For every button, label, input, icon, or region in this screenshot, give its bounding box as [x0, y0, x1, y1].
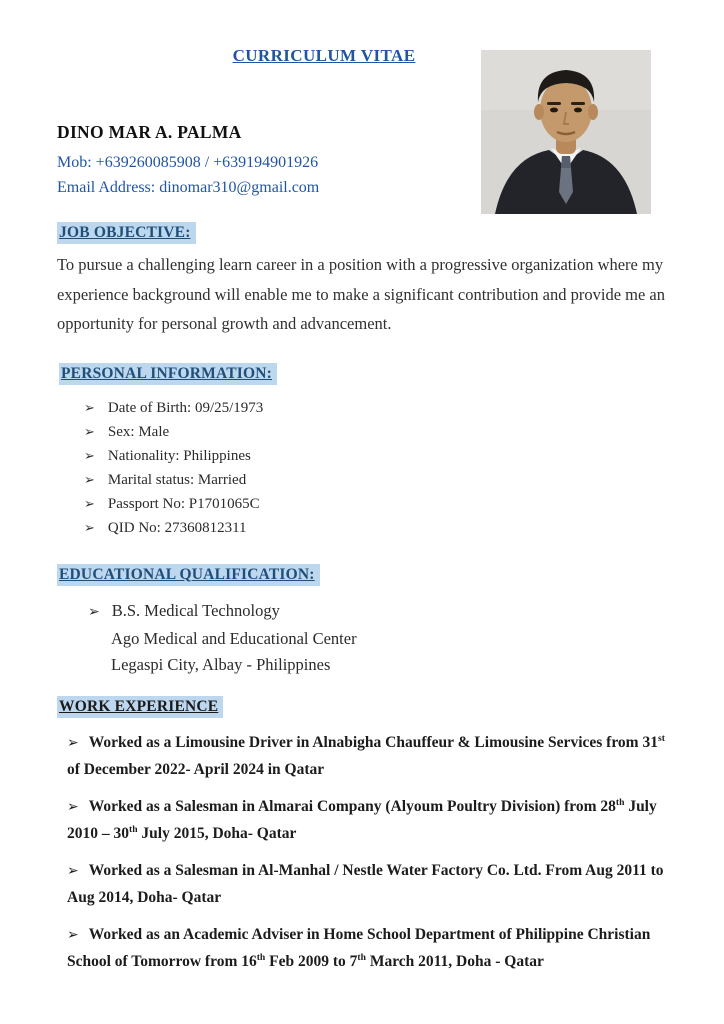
- arrow-bullet-icon: ➢: [67, 735, 79, 751]
- personal-info-item: [84, 396, 668, 420]
- candidate-name: DINO MAR A. PALMA: [57, 122, 242, 142]
- section-educational-qualification: [57, 564, 668, 678]
- educational-qualification-heading: EDUCATIONAL QUALIFICATION:: [57, 564, 320, 586]
- arrow-bullet-icon: ➢: [88, 604, 100, 620]
- arrow-bullet-icon: ➢: [67, 799, 79, 815]
- arrow-bullet-icon: ➢: [84, 447, 95, 463]
- page-title: CURRICULUM VITAE: [232, 46, 416, 65]
- email-address: Email Address: dinomar310@gmail.com: [57, 179, 320, 196]
- education-location: Legaspi City, Albay - Philippines: [111, 654, 331, 674]
- personal-info-item: [84, 516, 668, 540]
- portrait-photo-image: [481, 50, 651, 214]
- portrait-photo: [481, 50, 651, 214]
- arrow-bullet-icon: ➢: [67, 927, 79, 943]
- education-degree-row: [88, 598, 668, 626]
- section-job-objective: [57, 222, 668, 339]
- section-personal-information: [59, 363, 668, 540]
- education-degree: B.S. Medical Technology: [111, 600, 280, 620]
- work-experience-item: [67, 794, 679, 848]
- work-experience-text: Worked as a Salesman in Al-Manhal / Nestle Water Factory Co. Ltd. From Aug 2011 to Aug 2014, Doha- Qatar: [67, 861, 664, 906]
- work-experience-text: Worked as a Limousine Driver in Alnabigha Chauffeur & Limousine Services from 31st of December 2022- April 2024 in Qatar: [67, 732, 665, 778]
- personal-info-value: QID No: 27360812311: [107, 519, 247, 536]
- personal-info-value: Date of Birth: 09/25/1973: [107, 399, 264, 416]
- job-objective-text: To pursue a challenging learn career in a position with a progressive organization where my experience background will enable me to make a significant contribution and provide me an opportunity for personal growth and advancement.: [57, 255, 665, 333]
- personal-info-item: [84, 492, 668, 516]
- mobile-numbers: Mob: +639260085908 / +639194901926: [57, 154, 319, 171]
- education-school: Ago Medical and Educational Center: [111, 628, 357, 648]
- arrow-bullet-icon: ➢: [84, 471, 95, 487]
- work-experience-list: [57, 730, 668, 976]
- personal-info-item: [84, 468, 668, 492]
- arrow-bullet-icon: ➢: [84, 519, 95, 535]
- work-experience-text: Worked as a Salesman in Almarai Company (Alyoum Poultry Division) from 28th July 2010 – 30th July 2015, Doha- Qatar: [67, 796, 657, 842]
- work-experience-item: [67, 922, 679, 976]
- arrow-bullet-icon: ➢: [84, 399, 95, 415]
- personal-info-value: Marital status: Married: [107, 471, 247, 488]
- arrow-bullet-icon: ➢: [67, 863, 79, 879]
- personal-info-item: [84, 444, 668, 468]
- work-experience-item: [67, 730, 679, 784]
- personal-info-value: Sex: Male: [107, 423, 170, 440]
- personal-information-heading: PERSONAL INFORMATION:: [59, 363, 277, 385]
- education-entry: [88, 598, 668, 678]
- personal-info-value: Nationality: Philippines: [107, 447, 251, 464]
- work-experience-heading: WORK EXPERIENCE: [57, 696, 223, 718]
- section-work-experience: [57, 696, 668, 976]
- arrow-bullet-icon: ➢: [84, 423, 95, 439]
- personal-info-value: Passport No: P1701065C: [107, 495, 260, 512]
- arrow-bullet-icon: ➢: [84, 495, 95, 511]
- work-experience-text: Worked as an Academic Adviser in Home School Department of Philippine Christian School of Tomorrow from 16th Feb 2009 to 7th March 2011, Doha - Qatar: [67, 925, 651, 970]
- personal-info-item: [84, 420, 668, 444]
- job-objective-heading: JOB OBJECTIVE:: [57, 222, 196, 244]
- personal-info-list: [59, 396, 668, 540]
- work-experience-item: [67, 858, 679, 912]
